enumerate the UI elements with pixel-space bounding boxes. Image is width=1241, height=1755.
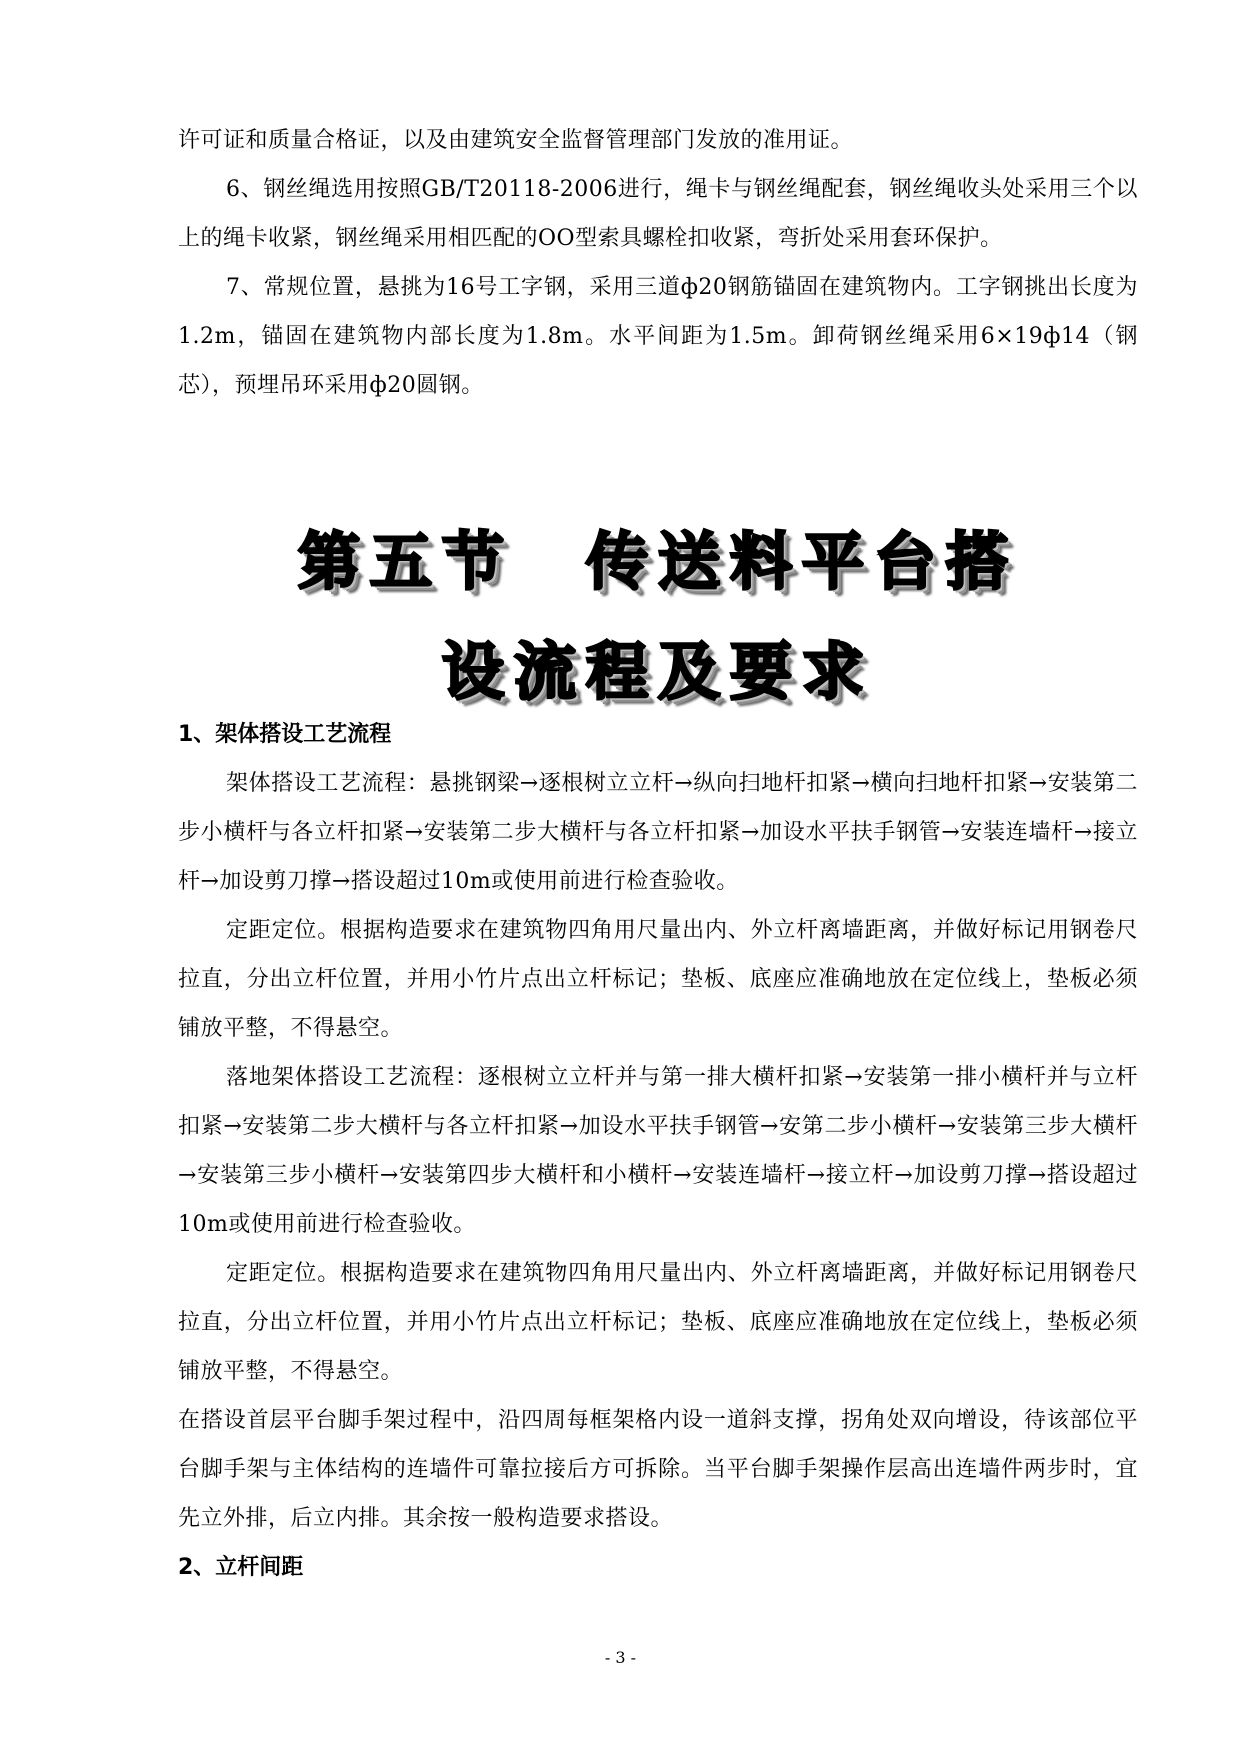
paragraph-process: 架体搭设工艺流程：悬挑钢梁→逐根树立立杆→纵向扫地杆扣紧→横向扫地杆扣紧→安装第二步小横杆与各立杆扣紧→安装第二步大横杆与各立杆扣紧→加设水平扶手钢管→安装连墙杆→接立杆→加设剪刀撑→搭设超过10m或使用前进行检查验收。 [178, 771, 1138, 894]
paragraph-positioning-2: 定距定位。根据构造要求在建筑物四角用尺量出内、外立杆离墙距离，并做好标记用钢卷尺拉直，分出立杆位置，并用小竹片点出立杆标记；垫板、底座应准确地放在定位线上，垫板必须铺放平整，不得悬空。 [178, 1261, 1138, 1384]
subheading-erection-process: 1、架体搭设工艺流程 [178, 722, 392, 747]
page-number: - 3 - [604, 1648, 637, 1667]
paragraph-cantilever: 7、常规位置，悬挑为16号工字钢，采用三道ф20钢筋锚固在建筑物内。工字钢挑出长度为1.2m，锚固在建筑物内部长度为1.8m。水平间距为1.5m。卸荷钢丝绳采用6×19ф14（钢芯），预埋吊环采用ф20圆钢。 [178, 275, 1138, 398]
section-title-line1: 第五节 传送料平台搭 [297, 525, 1018, 598]
section-text-block [178, 710, 1138, 1592]
subheading-pole-spacing: 2、立杆间距 [178, 1555, 304, 1580]
top-text-block [178, 116, 1138, 410]
paragraph-positioning-1: 定距定位。根据构造要求在建筑物四角用尺量出内、外立杆离墙距离，并做好标记用钢卷尺拉直，分出立杆位置，并用小竹片点出立杆标记；垫板、底座应准确地放在定位线上，垫板必须铺放平整，不得悬空。 [178, 918, 1138, 1041]
paragraph-permit: 许可证和质量合格证，以及由建筑安全监督管理部门发放的准用证。 [178, 128, 854, 153]
paragraph-ground-process: 落地架体搭设工艺流程：逐根树立立杆并与第一排大横杆扣紧→安装第一排小横杆并与立杆扣紧→安装第二步大横杆与各立杆扣紧→加设水平扶手钢管→安第二步小横杆→安装第三步大横杆→安装第三步小横杆→安装第四步大横杆和小横杆→安装连墙杆→接立杆→加设剪刀撑→搭设超过10m或使用前进行检查验收。 [178, 1065, 1138, 1237]
section-title-line2: 设流程及要求 [441, 635, 874, 708]
paragraph-first-floor: 在搭设首层平台脚手架过程中，沿四周每框架格内设一道斜支撑，拐角处双向增设，待该部位平台脚手架与主体结构的连墙件可靠拉接后方可拆除。当平台脚手架操作层高出连墙件两步时，宜先立外排，后立内排。其余按一般构造要求搭设。 [178, 1408, 1138, 1531]
paragraph-wire-rope: 6、钢丝绳选用按照GB/T20118-2006进行，绳卡与钢丝绳配套，钢丝绳收头处采用三个以上的绳卡收紧，钢丝绳采用相匹配的OO型索具螺栓扣收紧，弯折处采用套环保护。 [178, 177, 1138, 251]
